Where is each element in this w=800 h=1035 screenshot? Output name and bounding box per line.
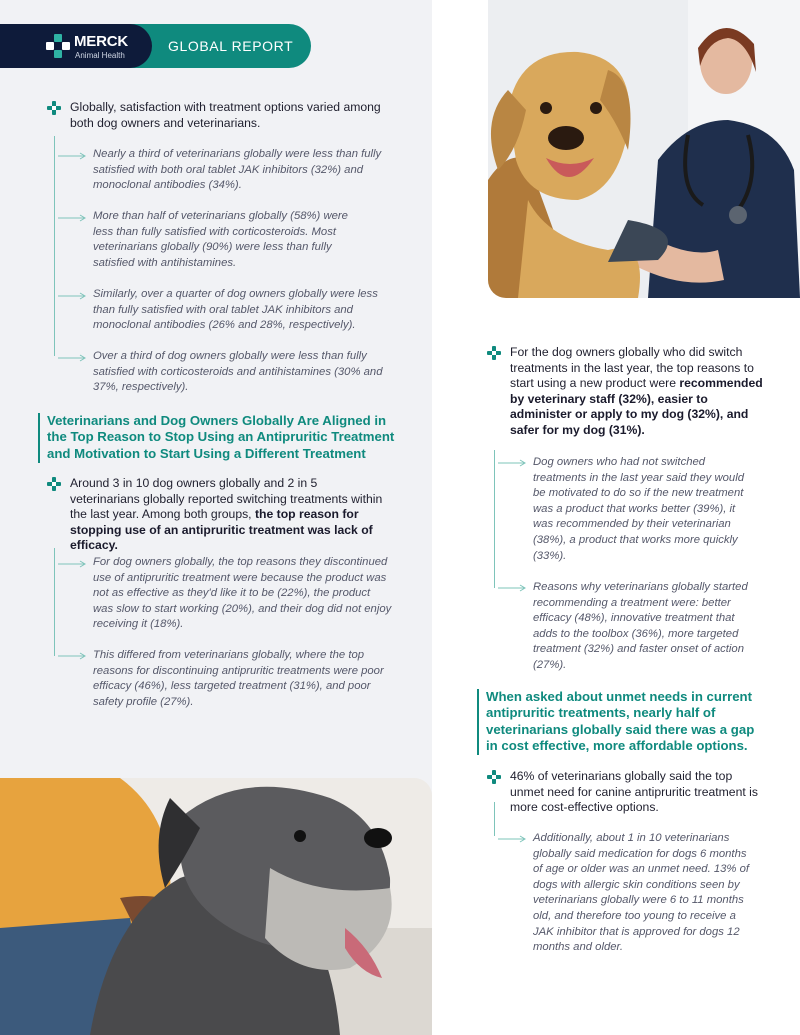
sub-vets-corticosteroids: More than half of veterinarians globally (58%) were less than fully satisfied with corticosteroids. Most veterinarians globally (90%) were less than fully satisfied with antihistamines. [93,210,348,269]
bullet-unmet-need: 46% of veterinarians globally said the top unmet need for canine antipruritic treatment is more cost-effective options. [510,769,758,815]
sub-owners-reasons: For dog owners globally, the top reasons they discontinued use of antipruritic treatment were because the product was not as effective as they'd like it to be (22%), the product was slow to start working (20%), and their dog did not enjoy receiving it (18%). [93,556,392,631]
bullet-start-reasons-text: For the dog owners globally who did switch treatments in the last year, the top reasons to start using a new product were [510,345,754,391]
arrow-icon [58,214,88,222]
heading-accent-bar [477,689,479,755]
cross-bullet-icon [487,770,501,784]
merck-logo-icon [46,34,70,58]
vet-with-dog-image [488,0,800,298]
section-heading-unmet-needs: When asked about unmet needs in current antipruritic treatments, nearly half of veterinarians globally said there was a gap in cost effective, more affordable options. [486,689,755,753]
sub-vets-recommending: Reasons why veterinarians globally started recommending a treatment were: better efficacy (48%), innovative treatment that adds to the toolbox (36%), more targeted treatment (32%) and faster onset of action (27%). [533,581,748,671]
bullet-switching-highlight: the top reason for stopping use of an antipruritic treatment was lack of efficacy. [70,507,373,553]
arrow-icon [58,560,88,568]
arrow-icon [58,652,88,660]
bullet-start-reasons [510,345,765,439]
arrow-icon [498,459,528,467]
report-header [0,24,311,68]
cross-bullet-icon [47,477,61,491]
bullet-satisfaction: Globally, satisfaction with treatment options varied among both dog owners and veterinarians. [70,100,381,130]
sub-not-switched: Dog owners who had not switched treatments in the last year said they would be motivated to do so if the new treatment was a product that works better (39%), it was recommended by their veterinarian (38%), a product that works more quickly (33%). [533,456,744,562]
arrow-icon [58,292,88,300]
bullet-switching [70,476,390,554]
sub-vets-reasons: This differed from veterinarians globally, where the top reasons for discontinuing antipruritic treatments were poor efficacy (46%), less targeted treatment (31%), and poor safety profile (27%). [93,649,384,708]
merck-logo [0,24,152,68]
schnauzer-photo [0,778,432,1035]
connector-line [494,450,495,588]
arrow-icon [58,354,88,362]
cross-bullet-icon [487,346,501,360]
connector-line [54,136,55,356]
bullet-start-reasons-highlight: recommended by veterinary staff (32%), easier to administer or apply to my dog (32%), and safer for my dog (31%). [510,376,763,437]
brand-subtitle: Animal Health [75,51,125,60]
heading-accent-bar [38,413,40,463]
section-heading-aligned: Veterinarians and Dog Owners Globally Are Aligned in the Top Reason to Stop Using an Antipruritic Treatment and Motivation to Start Using a Different Treatment [47,413,395,461]
brand-name: MERCK [74,33,128,50]
arrow-icon [498,835,528,843]
bullet-switching-text: Around 3 in 10 dog owners globally and 2 in 5 veterinarians globally reported switching treatments within the last year. Among both groups, [70,476,383,522]
sub-owners-jak: Similarly, over a quarter of dog owners globally were less than fully satisfied with oral tablet JAK inhibitors and monoclonal antibodies (26% and 28%, respectively). [93,288,378,332]
arrow-icon [498,584,528,592]
sub-age-unmet-need: Additionally, about 1 in 10 veterinarians globally said medication for dogs 6 months of age or older was an unmet need. 13% of dogs with allergic skin conditions seen by veterinarians globally were 6 to 11 months old, and therefore too young to receive a JAK inhibitor that is approved for dogs 12 months and older. [533,832,750,954]
cross-bullet-icon [47,101,61,115]
arrow-icon [58,152,88,160]
vet-with-dog-photo [488,0,800,298]
sub-owners-corticosteroids: Over a third of dog owners globally were less than fully satisfied with corticosteroids and antihistamines (30% and 37%, respectively). [93,350,383,394]
sub-vets-jak: Nearly a third of veterinarians globally were less than fully satisfied with both oral tablet JAK inhibitors (32%) and monoclonal antibodies (34%). [93,148,382,192]
connector-line [54,548,55,656]
schnauzer-image [0,778,432,1035]
connector-line [494,802,495,836]
report-title: GLOBAL REPORT [168,38,294,54]
